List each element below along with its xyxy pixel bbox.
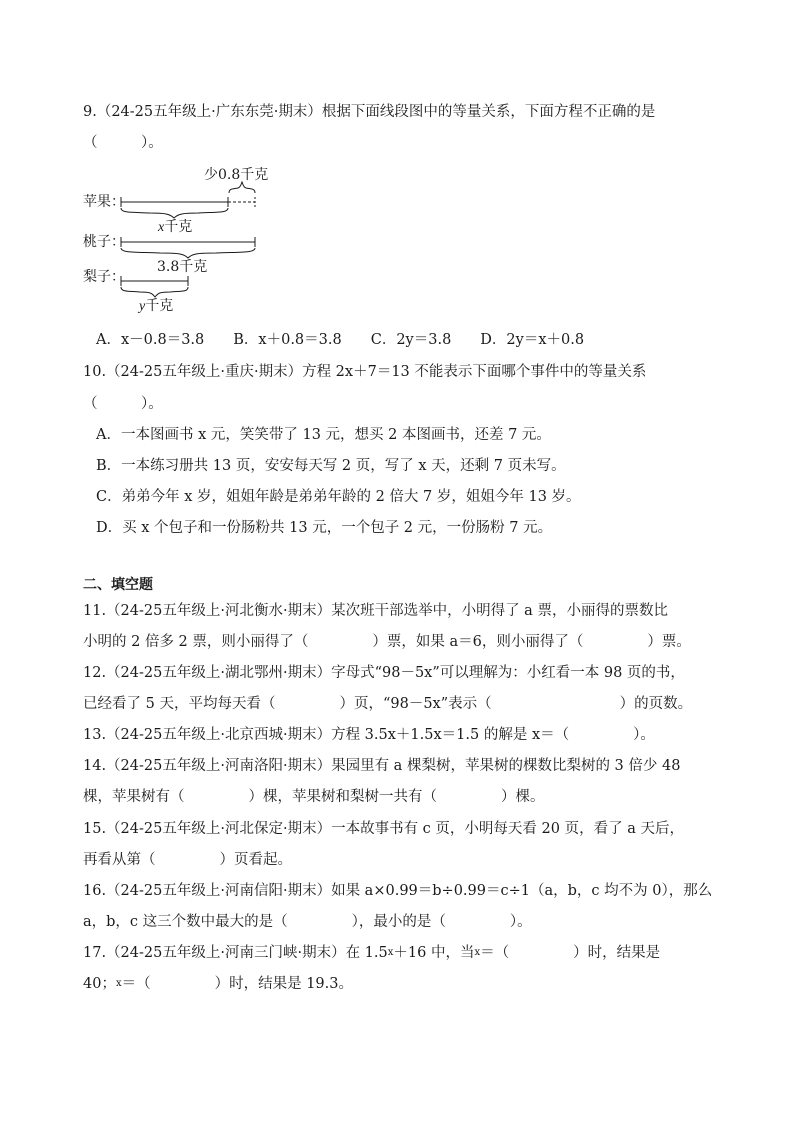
q10-option-a: A．一本图画书 x 元，笑笑带了 13 元，想买 2 本图画书，还差 7 元。 [96,427,551,443]
q11-line2: 小明的 2 倍多 2 票，则小丽得了（ ）票，如果 a＝6，则小丽得了（ ）票。 [83,634,691,650]
q9-options: A．x－0.8＝3.8 B．x＋0.8＝3.8 C．2y＝3.8 D．2y＝x＋0.8 [96,332,585,348]
section-heading-fill-in: 二、填空题 [83,577,153,593]
q10-option-c: C．弟弟今年 x 岁，姐姐年龄是弟弟年龄的 2 倍大 7 岁，姐姐今年 13 岁。 [96,489,581,505]
q9-answer-blank: （ ）。 [83,135,163,151]
q13-line1: 13.（24-25五年级上·北京西城·期末）方程 3.5x＋1.5x＝1.5 的解是 x＝（ ）。 [83,727,655,743]
diagram-top-note: 少0.8千克 [204,167,269,183]
pear-label: 梨子： [83,269,125,285]
q14-line1: 14.（24-25五年级上·河南洛阳·期末）果园里有 a 棵梨树，苹果树的棵数比梨树的 3 倍少 48 [83,758,681,774]
q17-line1: 17.（24-25五年级上·河南三门峡·期末）在 $1.5^x+16$ 中，当$^x$＝（ ）时，结果是 [83,945,661,961]
q9-stem-line1: 9.（24-25五年级上·广东东莞·期末）根据下面线段图中的等量关系，下面方程不正确的是 [83,104,656,120]
q11-line1: 11.（24-25五年级上·河北衡水·期末）某次班干部选举中，小明得了 a 票，小丽得的票数比 [83,603,668,619]
q14-line2: 棵，苹果树有（ ）棵，苹果树和梨树一共有（ ）棵。 [83,789,545,805]
q12-line1: 12.（24-25五年级上·湖北鄂州·期末）字母式“98－5x”可以理解为：小红看一本 98 页的书， [83,665,685,681]
q17-line2: 40；$^x$＝（ ）时，结果是 19.3。 [83,976,353,992]
pear-value-label: y千克 [139,298,174,314]
peach-label: 桃子： [83,234,125,250]
pear-brace [121,287,188,297]
apple-value-label: x千克 [158,219,193,235]
q10-stem-line1: 10.（24-25五年级上·重庆·期末）方程 2x＋7＝13 不能表示下面哪个事件中的等量关系 [83,364,647,380]
peach-brace [121,248,255,258]
q12-line2: 已经看了 5 天，平均每天看（ ）页，“98－5x”表示（ ）的页数。 [83,696,693,712]
q10-answer-blank: （ ）。 [83,396,163,412]
q10-option-b: B．一本练习册共 13 页，安安每天写 2 页，写了 x 天，还剩 7 页未写。 [96,458,566,474]
q16-line1: 16.（24-25五年级上·河南信阳·期末）如果 a×0.99＝b÷0.99＝c÷1（a，b，c 均不为 0），那么 [83,883,713,899]
q15-line1: 15.（24-25五年级上·河北保定·期末）一本故事书有 c 页，小明每天看 20 页，看了 a 天后， [83,821,684,837]
apple-label: 苹果： [83,194,125,210]
q15-line2: 再看从第（ ）页看起。 [83,852,292,868]
peach-value-label: 3.8千克 [157,259,208,275]
q16-line2: a，b，c 这三个数中最大的是（ ），最小的是（ ）。 [83,914,532,930]
apple-brace [121,208,228,218]
q10-option-d: D．买 x 个包子和一份肠粉共 13 元，一个包子 2 元，一份肠粉 7 元。 [96,520,553,536]
